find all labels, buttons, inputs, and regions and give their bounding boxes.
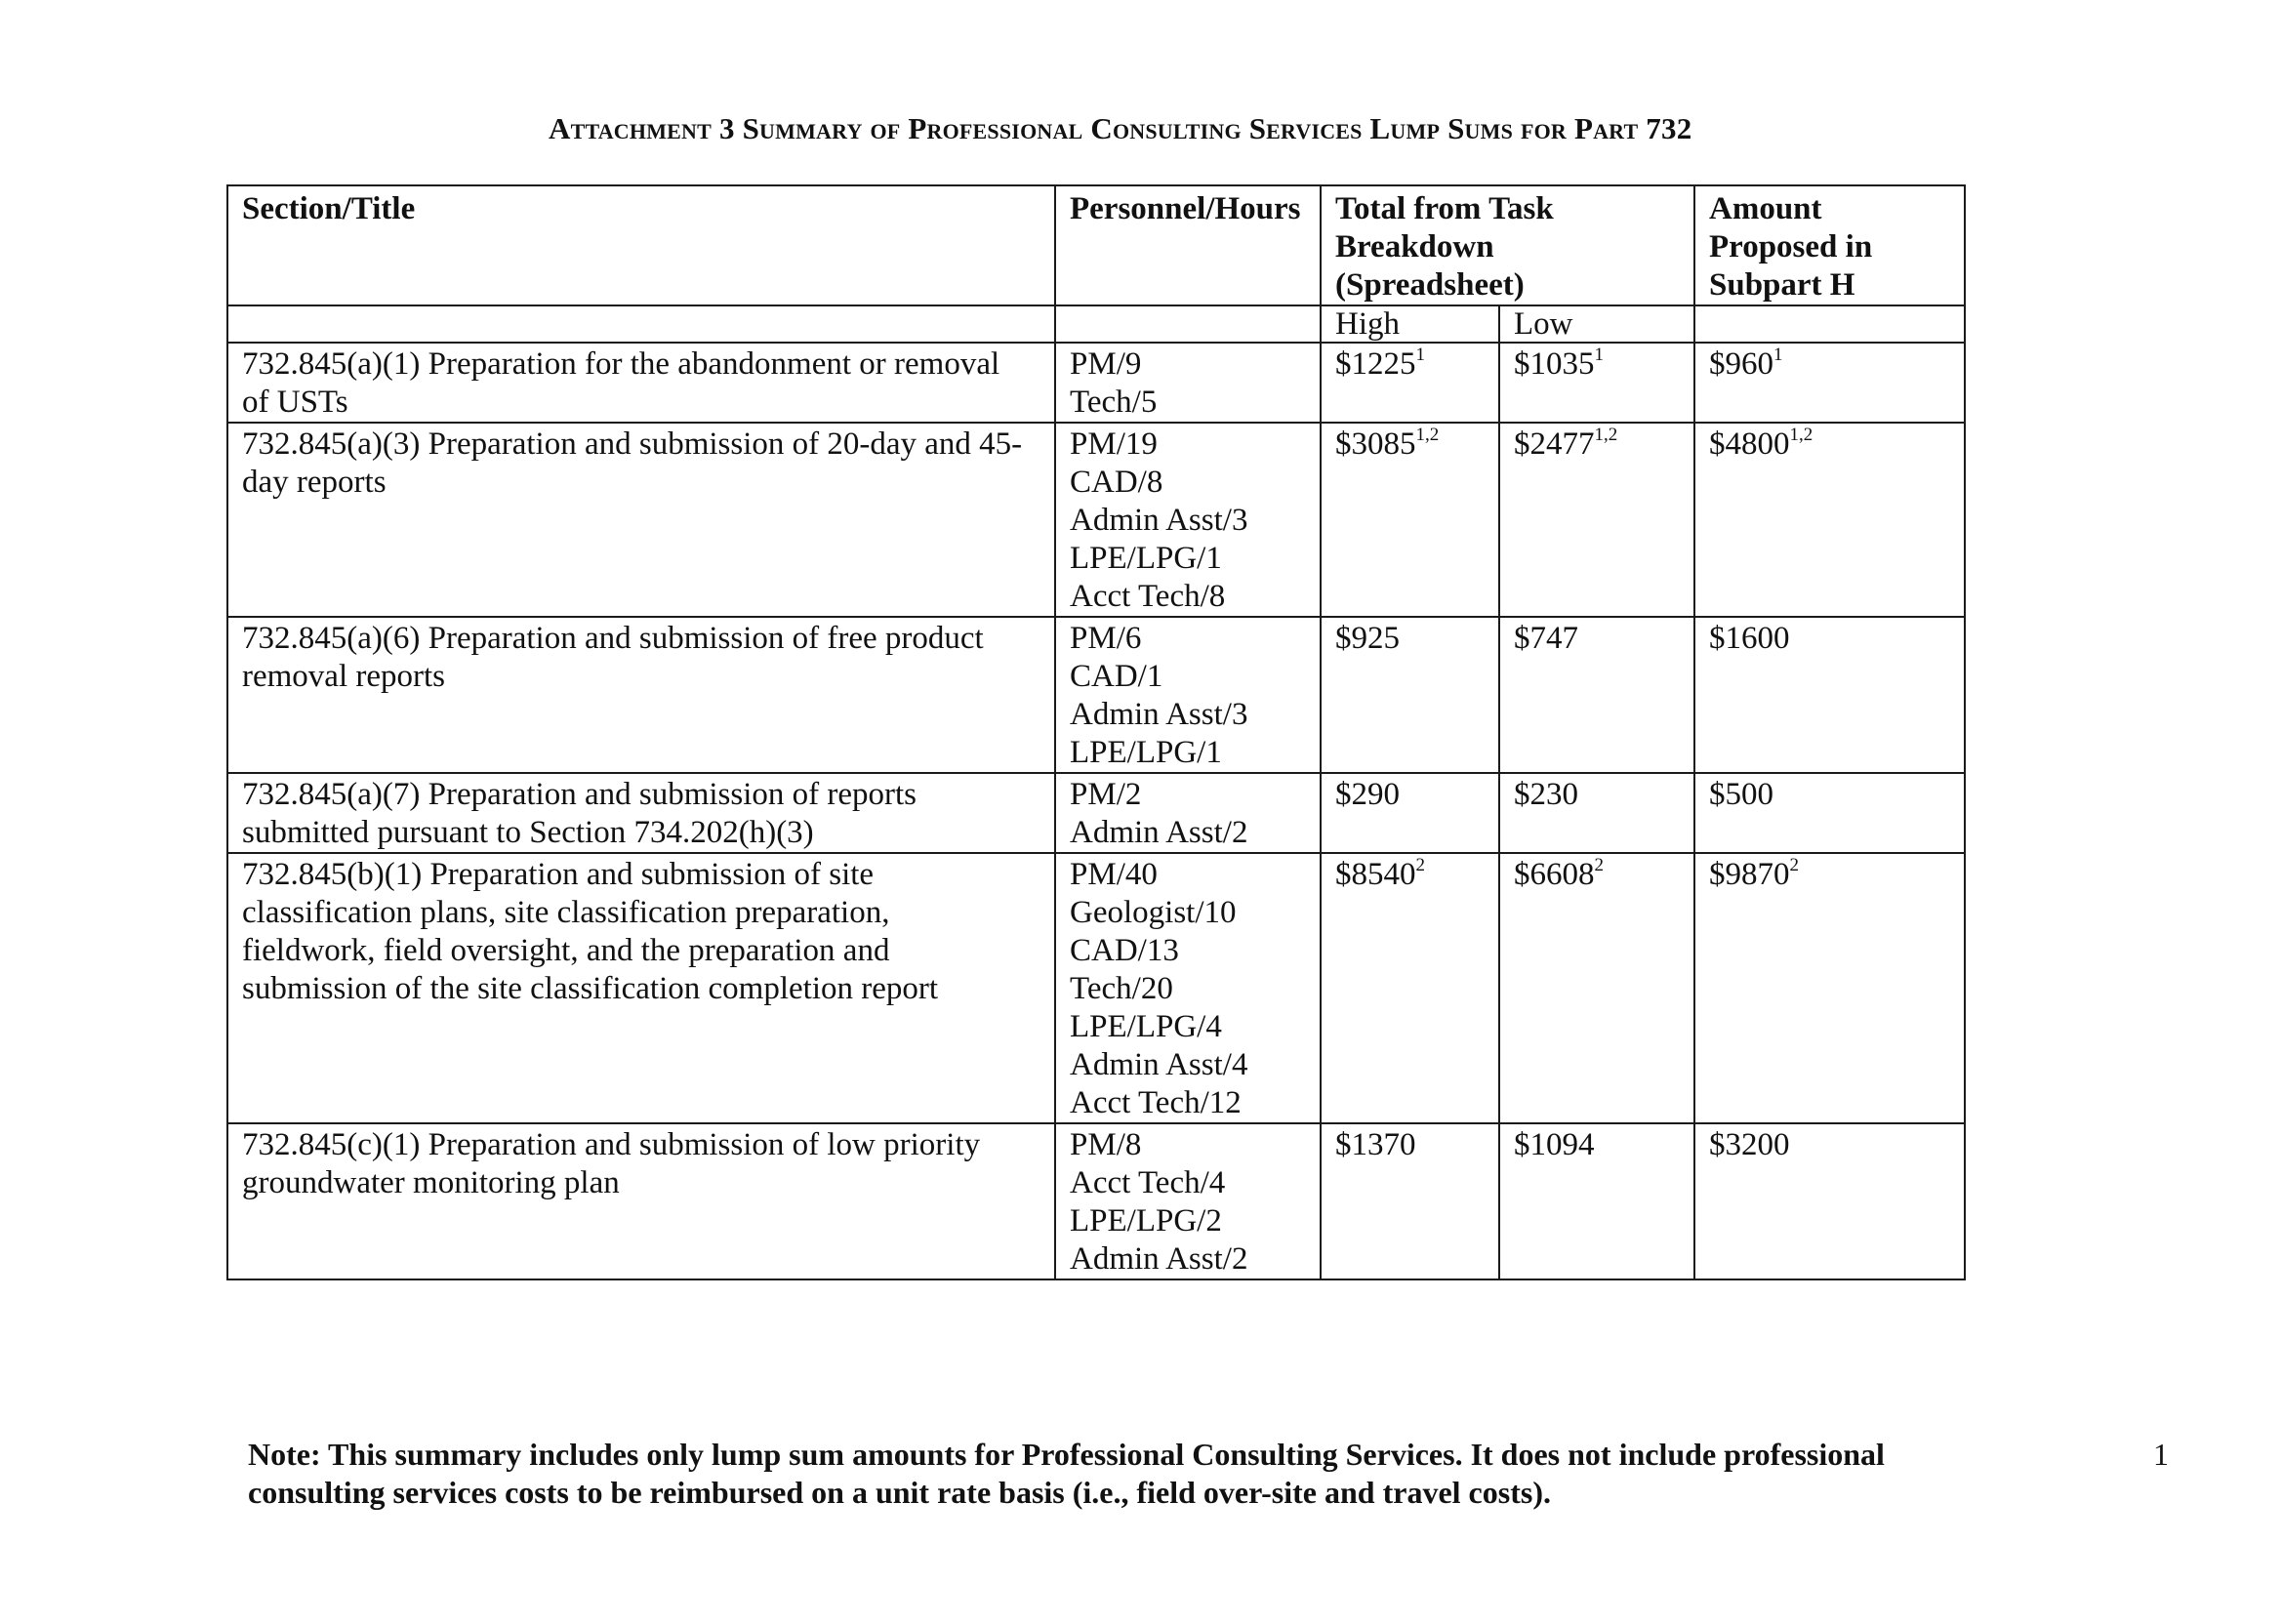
table-row (227, 853, 1965, 1123)
section-title-line: 732.845(a)(1) Preparation for the abandonment or removal (242, 346, 1000, 382)
section-title-cell (227, 853, 1055, 1123)
personnel-line: LPE/LPG/1 (1070, 735, 1222, 770)
amount-proposed-cell (1694, 1123, 1965, 1279)
section-title-line: classification plans, site classification preparation, (242, 895, 890, 930)
page-number: 1 (2153, 1437, 2169, 1472)
section-title-cell (227, 773, 1055, 853)
amount-value: $9870 (1709, 857, 1790, 892)
amount-value: $3200 (1709, 1127, 1790, 1162)
section-title-line: 732.845(c)(1) Preparation and submission of low priority (242, 1127, 981, 1162)
section-title-cell (227, 343, 1055, 423)
low-value-cell (1499, 343, 1694, 423)
table-row (227, 343, 1965, 423)
header-personnel-hours: Personnel/Hours (1055, 185, 1321, 305)
footnote-marker: 2 (1415, 855, 1425, 875)
personnel-line: PM/40 (1070, 857, 1158, 892)
personnel-line: CAD/13 (1070, 933, 1179, 968)
table-row (227, 1123, 1965, 1279)
personnel-line: PM/8 (1070, 1127, 1142, 1162)
section-title-line: 732.845(b)(1) Preparation and submission of site (242, 857, 875, 892)
table-row (227, 617, 1965, 773)
section-title-line: removal reports (242, 659, 446, 694)
table-header-row (227, 185, 1965, 305)
amount-value: $4800 (1709, 426, 1790, 462)
table-row (227, 423, 1965, 617)
high-value-cell (1321, 773, 1499, 853)
section-title-line: submitted pursuant to Section 734.202(h)(3) (242, 815, 814, 850)
footnote-marker: 2 (1594, 855, 1604, 875)
high-value-cell (1321, 343, 1499, 423)
subheader-empty (227, 305, 1055, 343)
personnel-line: Tech/5 (1070, 385, 1158, 420)
high-value-cell (1321, 1123, 1499, 1279)
personnel-hours-cell (1055, 617, 1321, 773)
personnel-line: Admin Asst/2 (1070, 815, 1248, 850)
subheader-high: High (1321, 305, 1499, 343)
personnel-line: CAD/1 (1070, 659, 1163, 694)
personnel-line: Tech/20 (1070, 971, 1173, 1006)
high-value: $3085 (1335, 426, 1416, 462)
high-value-cell (1321, 423, 1499, 617)
personnel-line: Admin Asst/2 (1070, 1241, 1248, 1277)
low-value: $230 (1514, 777, 1578, 812)
amount-value: $960 (1709, 346, 1773, 382)
subheader-empty (1055, 305, 1321, 343)
high-value: $1225 (1335, 346, 1416, 382)
amount-value: $500 (1709, 777, 1773, 812)
high-value-cell (1321, 617, 1499, 773)
table-row (227, 773, 1965, 853)
low-value-cell (1499, 853, 1694, 1123)
amount-value: $1600 (1709, 621, 1790, 656)
personnel-hours-cell (1055, 773, 1321, 853)
page-title: Attachment 3 Summary of Professional Consulting Services Lump Sums for Part 732 (549, 111, 1692, 145)
personnel-line: LPE/LPG/4 (1070, 1009, 1222, 1044)
personnel-line: Acct Tech/4 (1070, 1165, 1226, 1200)
footnote-marker: 1,2 (1415, 425, 1440, 445)
personnel-line: Admin Asst/3 (1070, 503, 1248, 538)
personnel-hours-cell (1055, 423, 1321, 617)
low-value-cell (1499, 617, 1694, 773)
amount-proposed-cell (1694, 423, 1965, 617)
footnote-marker: 1 (1773, 345, 1783, 365)
personnel-line: LPE/LPG/1 (1070, 541, 1222, 576)
footnote-marker: 1,2 (1789, 425, 1813, 445)
personnel-line: Admin Asst/3 (1070, 697, 1248, 732)
footnote-marker: 2 (1789, 855, 1799, 875)
section-title-cell (227, 1123, 1055, 1279)
personnel-line: CAD/8 (1070, 465, 1163, 500)
high-value-cell (1321, 853, 1499, 1123)
low-value-cell (1499, 773, 1694, 853)
low-value-cell (1499, 423, 1694, 617)
amount-proposed-cell (1694, 617, 1965, 773)
personnel-line: Admin Asst/4 (1070, 1047, 1248, 1082)
personnel-line: LPE/LPG/2 (1070, 1203, 1222, 1238)
footnote-marker: 1 (1594, 345, 1604, 365)
personnel-line: PM/19 (1070, 426, 1158, 462)
footnote-marker: 1 (1415, 345, 1425, 365)
low-value: $1094 (1514, 1127, 1595, 1162)
low-value: $747 (1514, 621, 1578, 656)
personnel-line: PM/6 (1070, 621, 1142, 656)
amount-proposed-cell (1694, 343, 1965, 423)
section-title-line: day reports (242, 465, 387, 500)
high-value: $290 (1335, 777, 1400, 812)
personnel-line: PM/2 (1070, 777, 1142, 812)
footnote-marker: 1,2 (1594, 425, 1618, 445)
section-title-line: groundwater monitoring plan (242, 1165, 620, 1200)
section-title-cell (227, 617, 1055, 773)
low-value-cell (1499, 1123, 1694, 1279)
low-value: $2477 (1514, 426, 1595, 462)
section-title-line: submission of the site classification completion report (242, 971, 939, 1006)
personnel-hours-cell (1055, 853, 1321, 1123)
section-title-line: 732.845(a)(7) Preparation and submission of reports (242, 777, 917, 812)
high-value: $8540 (1335, 857, 1416, 892)
header-amount-proposed: Amount Proposed in Subpart H (1694, 185, 1965, 305)
high-value: $925 (1335, 621, 1400, 656)
table-subheader-row (227, 305, 1965, 343)
subheader-empty (1694, 305, 1965, 343)
personnel-line: Acct Tech/8 (1070, 579, 1226, 614)
amount-proposed-cell (1694, 853, 1965, 1123)
low-value: $1035 (1514, 346, 1595, 382)
section-title-line: fieldwork, field oversight, and the preparation and (242, 933, 890, 968)
footnote-line: consulting services costs to be reimbursed on a unit rate basis (i.e., field over-site and travel costs). (248, 1475, 1551, 1510)
high-value: $1370 (1335, 1127, 1416, 1162)
subheader-low: Low (1499, 305, 1694, 343)
personnel-line: Acct Tech/12 (1070, 1085, 1242, 1120)
section-title-cell (227, 423, 1055, 617)
personnel-hours-cell (1055, 343, 1321, 423)
amount-proposed-cell (1694, 773, 1965, 853)
footnote (248, 1436, 2102, 1512)
header-section-title: Section/Title (227, 185, 1055, 305)
lump-sum-table (226, 184, 1966, 1280)
section-title-line: 732.845(a)(6) Preparation and submission of free product (242, 621, 984, 656)
section-title-line: 732.845(a)(3) Preparation and submission of 20-day and 45- (242, 426, 1023, 462)
low-value: $6608 (1514, 857, 1595, 892)
personnel-line: Geologist/10 (1070, 895, 1237, 930)
personnel-line: PM/9 (1070, 346, 1142, 382)
footnote-line: Note: This summary includes only lump sum amounts for Professional Consulting Services. It does not include professional (248, 1437, 1885, 1472)
header-total-from-task: Total from Task Breakdown (Spreadsheet) (1321, 185, 1694, 305)
section-title-line: of USTs (242, 385, 348, 420)
personnel-hours-cell (1055, 1123, 1321, 1279)
